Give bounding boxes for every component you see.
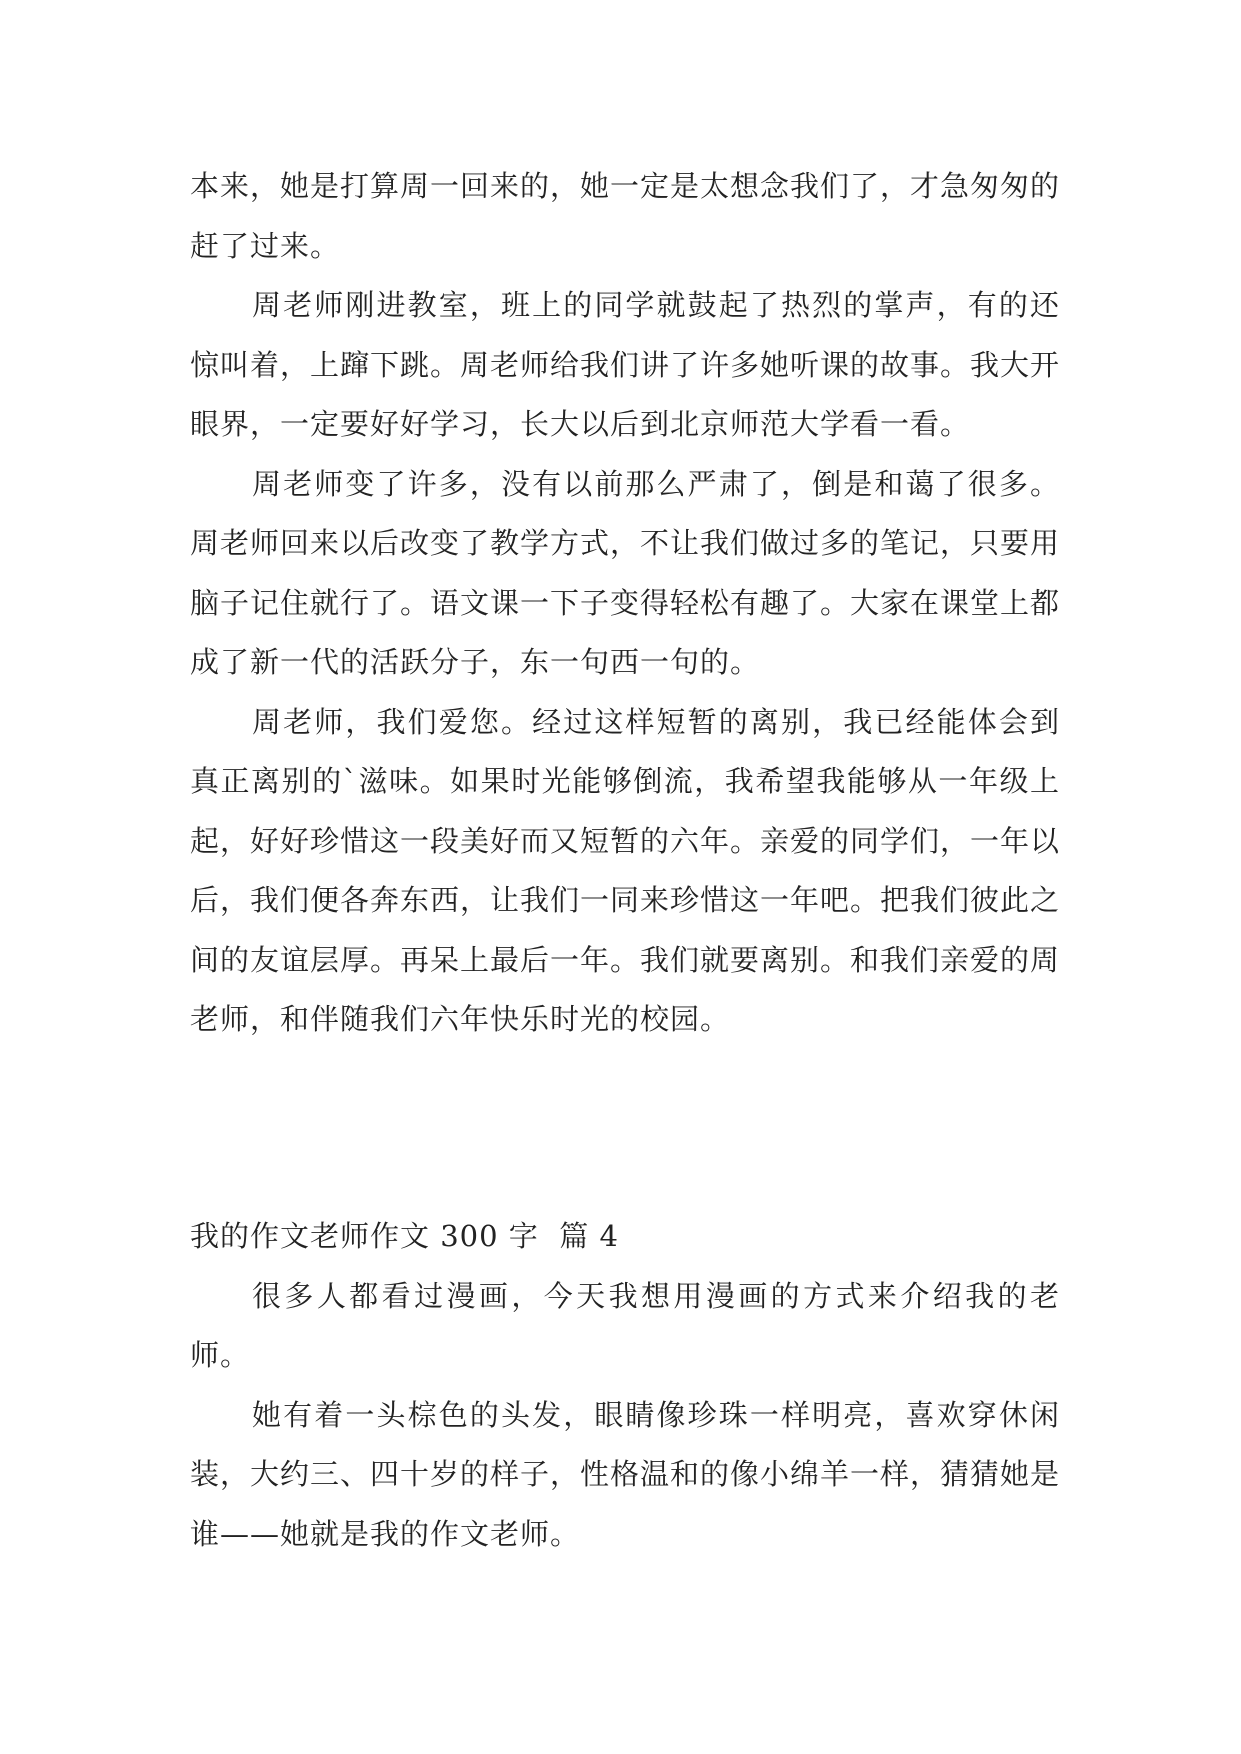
paragraph: 周老师，我们爱您。经过这样短暂的离别，我已经能体会到真正离别的`滋味。如果时光能够倒流，我希望我能够从一年级上起，好好珍惜这一段美好而又短暂的六年。亲爱的同学们，一年以后，我们便各奔东西，让我们一同来珍惜这一年吧。把我们彼此之间的友谊层厚。再呆上最后一年。我们就要离别。和我们亲爱的周老师，和伴随我们六年快乐时光的校园。 xyxy=(190,704,1061,1036)
section-heading: 我的作文老师作文 300 字 篇 4 xyxy=(190,1219,619,1253)
paragraph: 她有着一头棕色的头发，眼睛像珍珠一样明亮，喜欢穿休闲装，大约三、四十岁的样子，性格温和的像小绵羊一样，猜猜她是谁——她就是我的作文老师。 xyxy=(190,1397,1061,1551)
paragraph: 周老师变了许多，没有以前那么严肃了，倒是和蔼了很多。周老师回来以后改变了教学方式，不让我们做过多的笔记，只要用脑子记住就行了。语文课一下子变得轻松有趣了。大家在课堂上都成了新一代的活跃分子，东一句西一句的。 xyxy=(190,466,1061,679)
paragraph: 本来，她是打算周一回来的，她一定是太想念我们了，才急匆匆的赶了过来。 xyxy=(190,169,1061,263)
essay-section-4 xyxy=(190,1207,1060,1564)
essay-body-top xyxy=(190,157,1060,1050)
paragraph: 周老师刚进教室，班上的同学就鼓起了热烈的掌声，有的还惊叫着，上蹿下跳。周老师给我们讲了许多她听课的故事。我大开眼界，一定要好好学习，长大以后到北京师范大学看一看。 xyxy=(190,288,1061,441)
paragraph: 很多人都看过漫画，今天我想用漫画的方式来介绍我的老师。 xyxy=(190,1278,1060,1372)
